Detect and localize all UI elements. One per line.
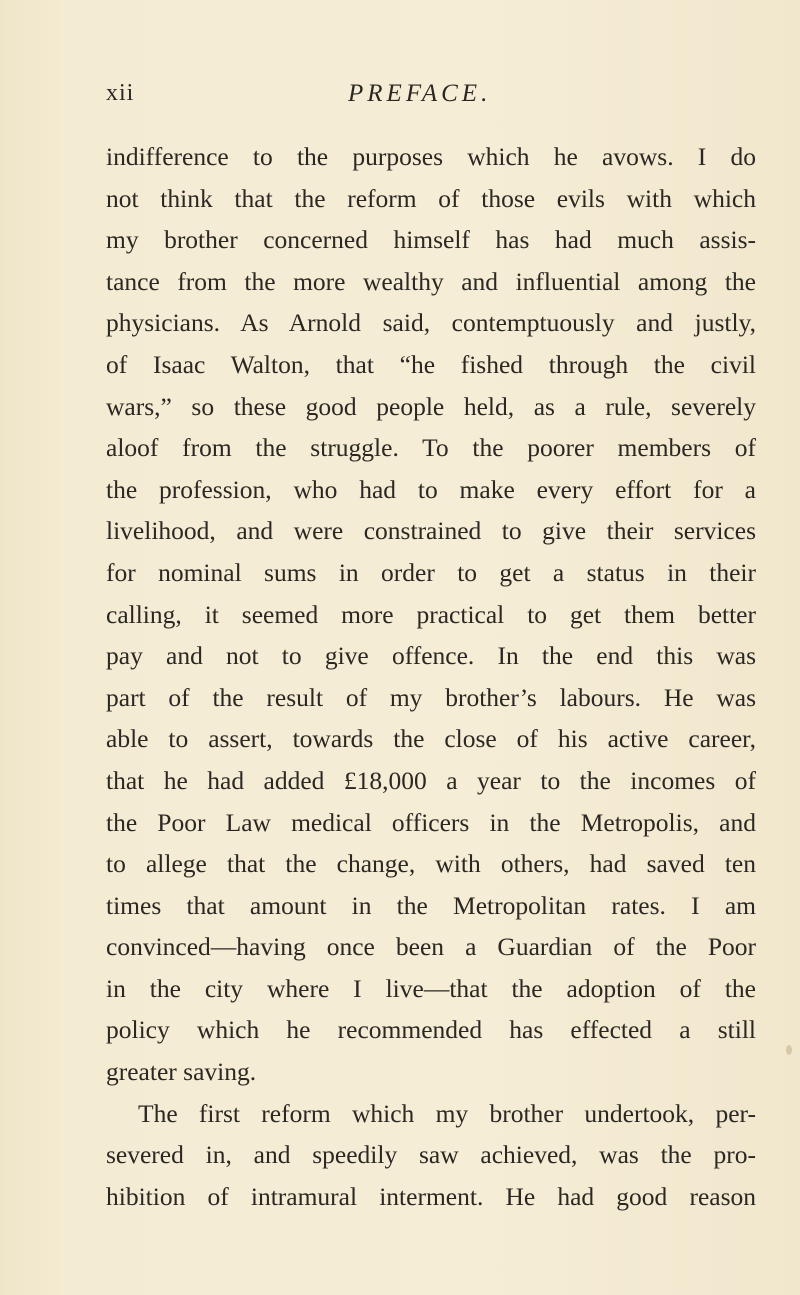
text-line: the profession, who had to make every effort for a	[106, 474, 756, 504]
text-line: pay and not to give offence. In the end this was	[106, 641, 756, 671]
running-title: PREFACE.	[348, 80, 492, 107]
text-line: not think that the reform of those evils with which	[106, 183, 756, 213]
text-line: convinced—having once been a Guardian of the Poor	[106, 932, 756, 962]
text-line: wars,” so these good people held, as a rule, severely	[106, 391, 756, 421]
text-line: times that amount in the Metropolitan rates. I am	[106, 890, 756, 920]
text-line: of Isaac Walton, that “he fished through the civil	[106, 349, 756, 379]
running-head	[106, 80, 756, 116]
text-line: policy which he recommended has effected a still	[106, 1015, 756, 1045]
paper-speck	[786, 1045, 792, 1055]
text-line: hibition of intramural interment. He had good reason	[106, 1181, 756, 1211]
text-line: that he had added £18,000 a year to the incomes of	[106, 765, 756, 795]
text-line: physicians. As Arnold said, contemptuously and justly,	[106, 308, 756, 338]
text-line-paragraph-end: greater saving.	[106, 1057, 257, 1087]
text-line: aloof from the struggle. To the poorer members of	[106, 433, 756, 463]
text-line: in the city where I live—that the adoption of the	[106, 973, 756, 1003]
body-text	[106, 136, 756, 1217]
text-line: indifference to the purposes which he avows. I do	[106, 142, 756, 171]
text-line: able to assert, towards the close of his active career,	[106, 724, 756, 754]
text-line-paragraph-start: The first reform which my brother undertook, per-	[138, 1098, 756, 1128]
text-line: tance from the more wealthy and influential among the	[106, 266, 756, 296]
text-line: livelihood, and were constrained to give their services	[106, 516, 756, 546]
text-line: calling, it seemed more practical to get them better	[106, 599, 756, 629]
text-line: severed in, and speedily saw achieved, was the pro-	[106, 1140, 756, 1170]
text-line: to allege that the change, with others, had saved ten	[106, 849, 756, 879]
text-line: for nominal sums in order to get a status in their	[106, 557, 756, 587]
text-line: part of the result of my brother’s labours. He was	[106, 682, 756, 712]
text-line: my brother concerned himself has had much assis-	[106, 225, 756, 255]
page-number: xii	[106, 80, 135, 106]
text-line: the Poor Law medical officers in the Metropolis, and	[106, 807, 756, 837]
